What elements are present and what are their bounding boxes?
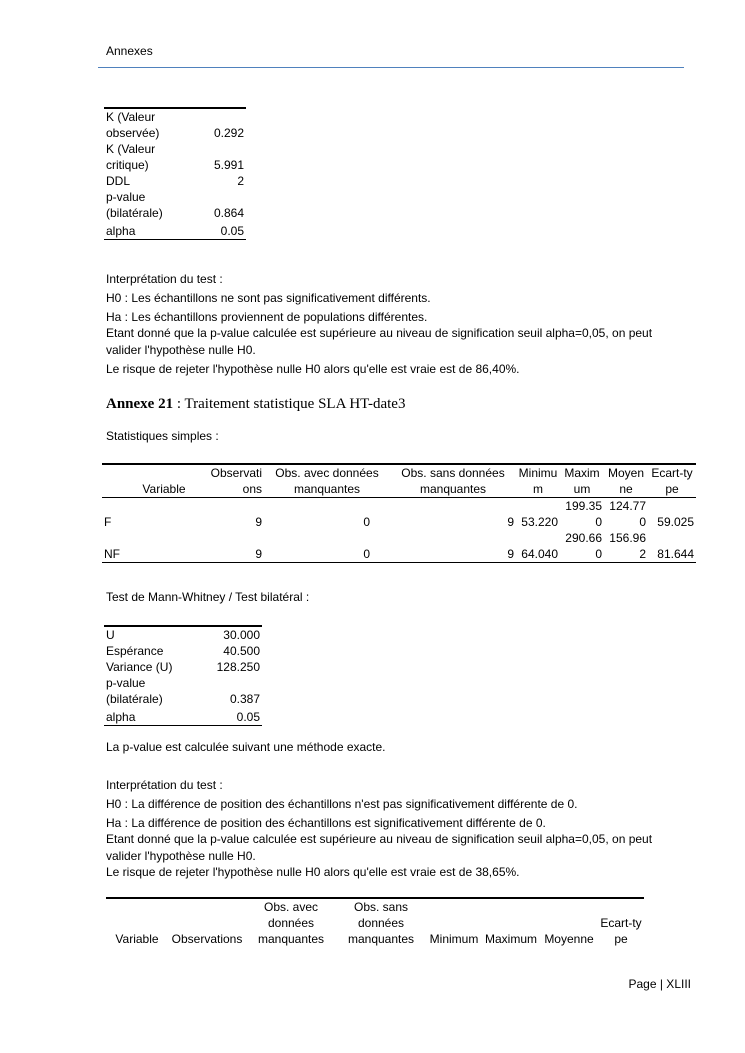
- table-row: [104, 173, 246, 189]
- row-label: Espérance: [106, 644, 164, 658]
- conclusion-text: Etant donné que la p-value calculée est supérieure au niveau de signification seuil alpha=0,05, on peut valider l'hypothèse nulle H0.: [106, 832, 653, 863]
- row-value: 40.500: [223, 644, 260, 658]
- header-variable: Variable: [115, 932, 159, 946]
- descriptive-stats-table: [102, 463, 696, 563]
- cell-observations: 9: [255, 515, 262, 529]
- table-row: [104, 221, 246, 240]
- table-row: [102, 498, 696, 531]
- page-header-title: Annexes: [106, 44, 153, 58]
- row-label: K (Valeur critique): [106, 142, 156, 172]
- hypothesis-h0: H0 : Les échantillons ne sont pas significativement différents.: [106, 291, 431, 305]
- descriptive-stats-table-2: [106, 897, 644, 947]
- conclusion-text: Etant donné que la p-value calculée est supérieure au niveau de signification seuil alpha=0,05, on peut valider l'hypothèse nulle H0.: [106, 326, 653, 357]
- row-label: alpha: [106, 710, 136, 724]
- table-header-row: [102, 464, 696, 498]
- cell-minimum: 53.220: [521, 515, 558, 529]
- header-observations: Observations: [210, 466, 262, 496]
- header-non-missing: Obs. sans données manquantes: [347, 900, 415, 946]
- header-missing: Obs. avec données manquantes: [275, 466, 379, 496]
- page-number: Page | XLIII: [628, 977, 691, 991]
- table-header-row: [106, 898, 644, 947]
- row-label: p-value (bilatérale): [106, 190, 163, 220]
- table-row: [104, 189, 246, 221]
- row-value: 0.864: [213, 206, 244, 220]
- annex-number: Annexe 21: [106, 396, 174, 412]
- row-value: 0.387: [229, 692, 260, 706]
- header-minimum: Minimum: [429, 932, 479, 946]
- cell-non-missing: 9: [507, 547, 514, 561]
- cell-variable: NF: [104, 547, 120, 561]
- cell-mean: 124.770: [609, 499, 646, 529]
- table-row: [104, 707, 262, 726]
- table-row: [102, 530, 696, 563]
- header-rule: [98, 67, 684, 68]
- row-label: alpha: [106, 224, 136, 238]
- header-mean: Moyenne: [544, 932, 594, 946]
- header-missing: Obs. avec données manquantes: [257, 900, 325, 946]
- annex-title-text: : Traitement statistique SLA HT-date3: [173, 396, 406, 412]
- header-std: Ecart-type: [651, 466, 693, 496]
- hypothesis-ha: Ha : La différence de position des échantillons est significativement différente de 0.: [106, 816, 546, 830]
- cell-minimum: 64.040: [521, 547, 558, 561]
- cell-observations: 9: [255, 547, 262, 561]
- hypothesis-ha: Ha : Les échantillons proviennent de populations différentes.: [106, 310, 428, 324]
- header-maximum: Maximum: [564, 466, 600, 496]
- row-value: 30.000: [223, 628, 260, 642]
- cell-variable: F: [104, 515, 112, 529]
- cell-maximum: 290.660: [565, 531, 602, 561]
- table-row: [104, 108, 246, 141]
- cell-std: 81.644: [657, 547, 694, 561]
- row-value: 0.05: [220, 224, 244, 238]
- risk-text: Le risque de rejeter l'hypothèse nulle H0 alors qu'elle est vraie est de 86,40%.: [106, 362, 520, 376]
- row-label: U: [106, 628, 115, 642]
- row-label: p-value (bilatérale): [106, 676, 163, 706]
- cell-maximum: 199.350: [565, 499, 602, 529]
- header-non-missing: Obs. sans données manquantes: [401, 466, 505, 496]
- cell-missing: 0: [363, 547, 370, 561]
- stats-title: Statistiques simples :: [106, 429, 219, 443]
- hypothesis-h0: H0 : La différence de position des échantillons n'est pas significativement différente de 0.: [106, 797, 578, 811]
- header-minimum: Minimum: [518, 466, 558, 496]
- cell-non-missing: 9: [507, 515, 514, 529]
- row-label: DDL: [106, 174, 131, 188]
- interpretation-title: Interprétation du test :: [106, 272, 223, 286]
- row-value: 0.292: [213, 126, 244, 140]
- cell-mean: 156.962: [609, 531, 646, 561]
- table-row: [104, 675, 262, 707]
- header-variable: Variable: [142, 482, 186, 496]
- row-value: 128.250: [216, 660, 260, 674]
- header-observations: Observations: [171, 932, 243, 946]
- risk-text: Le risque de rejeter l'hypothèse nulle H0 alors qu'elle est vraie est de 38,65%.: [106, 865, 520, 879]
- kruskal-results-table: [104, 107, 246, 240]
- row-value: 5.991: [213, 158, 244, 172]
- interpretation-title: Interprétation du test :: [106, 778, 223, 792]
- table-row: [104, 659, 262, 675]
- cell-std: 59.025: [657, 515, 694, 529]
- table-row: [104, 626, 262, 643]
- cell-missing: 0: [363, 515, 370, 529]
- row-value: 2: [237, 174, 244, 188]
- header-std: Ecart-type: [600, 916, 642, 946]
- row-label: K (Valeur observée): [106, 110, 160, 140]
- mann-whitney-table: [104, 625, 262, 726]
- header-maximum: Maximum: [484, 932, 537, 946]
- annex-heading: [106, 396, 405, 413]
- table-row: [104, 643, 262, 659]
- table-row: [104, 141, 246, 173]
- exact-method-note: La p-value est calculée suivant une méthode exacte.: [106, 740, 386, 754]
- header-mean: Moyenne: [607, 466, 645, 496]
- mann-whitney-title: Test de Mann-Whitney / Test bilatéral :: [106, 590, 310, 604]
- row-label: Variance (U): [106, 660, 173, 674]
- row-value: 0.05: [236, 710, 260, 724]
